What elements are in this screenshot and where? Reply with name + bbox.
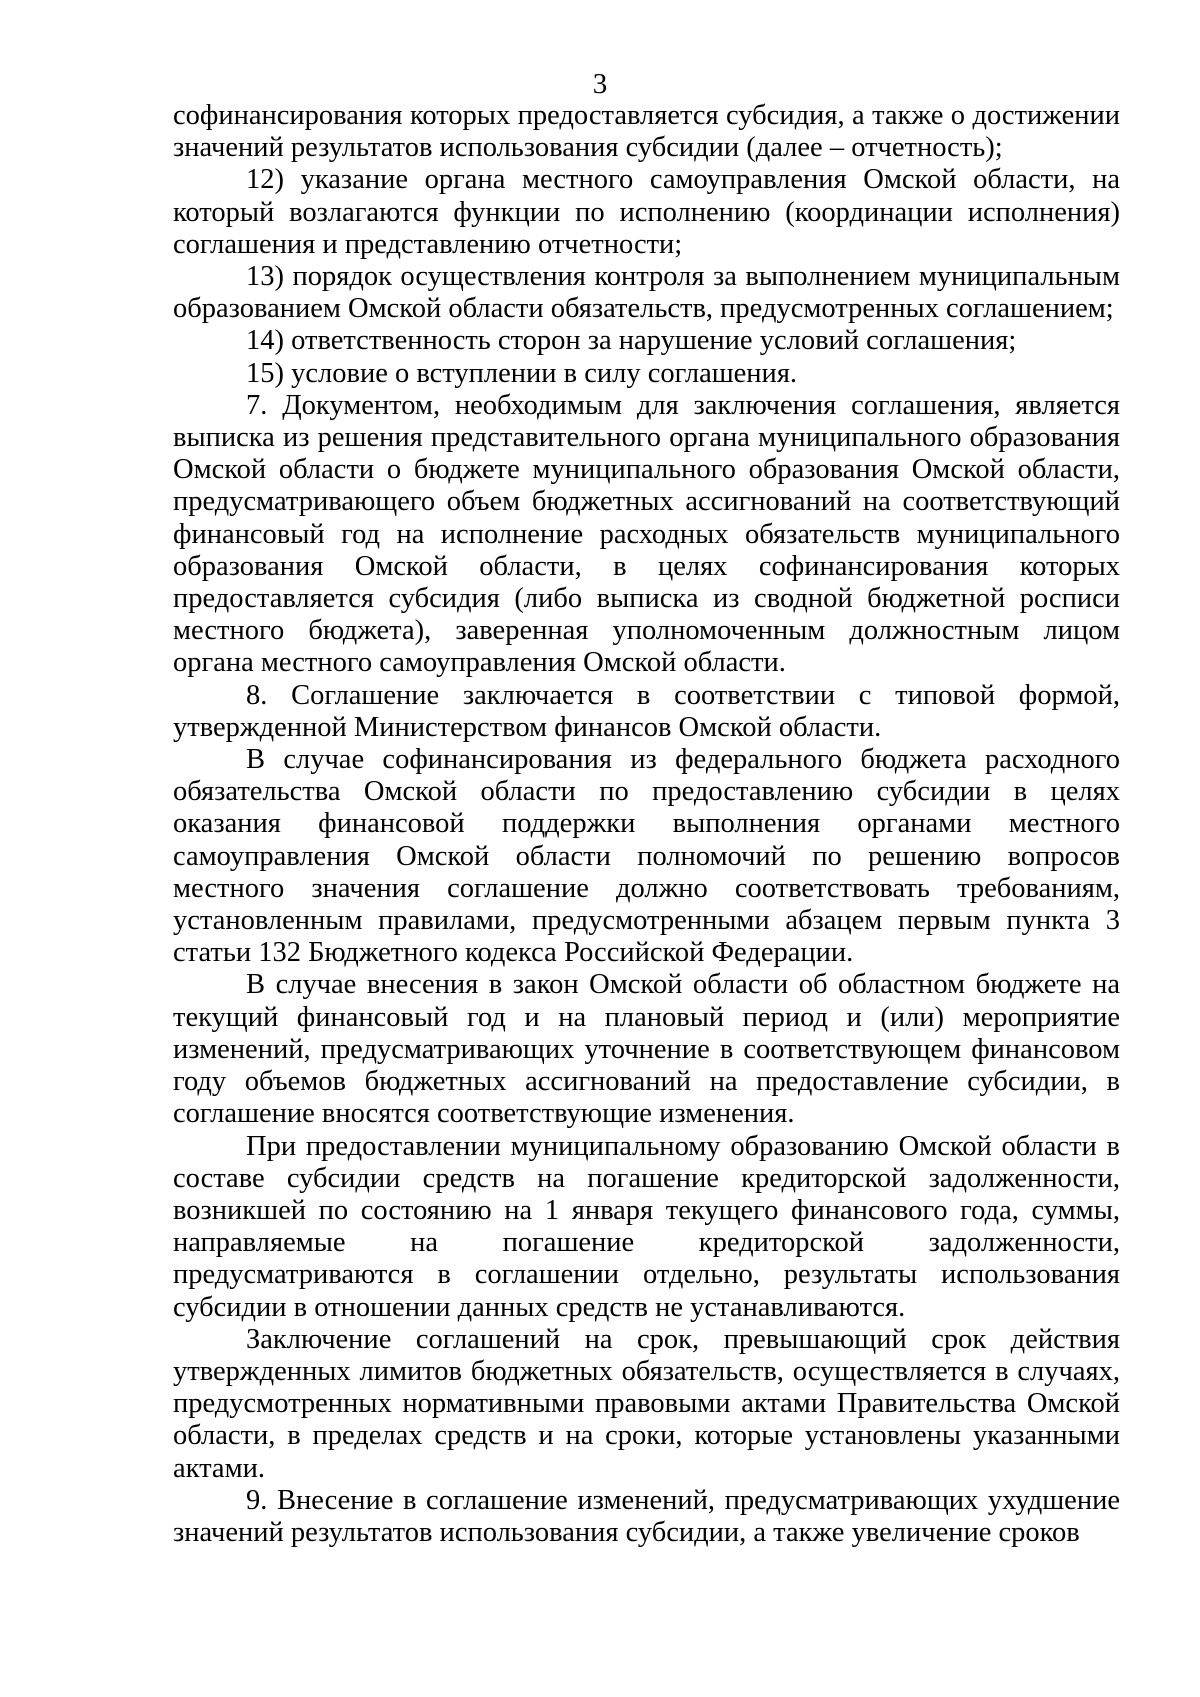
paragraph-clause-8: 8. Соглашение заключается в соответствии с типовой формой, утвержденной Министерством финансов Омской области. xyxy=(173,679,1120,743)
paragraph-clause-7: 7. Документом, необходимым для заключения соглашения, является выписка из решения представительного органа муниципального образования Омской области о бюджете муниципального образования Омской области, предусматривающего объем бюджетных ассигнований на соответствующий финансовый год на исполнение расходных обязательств муниципального образования Омской области, в целях софинансирования которых предоставляется субсидия (либо выписка из сводной бюджетной росписи местного бюджета), заверенная уполномоченным должностным лицом органа местного самоуправления Омской области. xyxy=(173,389,1120,679)
paragraph-agreement-term: Заключение соглашений на срок, превышающий срок действия утвержденных лимитов бюджетных обязательств, осуществляется в случаях, предусмотренных нормативными правовыми актами Правительства Омской области, в пределах средств и на сроки, которые установлены указанными актами. xyxy=(173,1323,1120,1484)
paragraph-item-15: 15) условие о вступлении в силу соглашения. xyxy=(246,357,798,389)
paragraph-budget-amendments: В случае внесения в закон Омской области об областном бюджете на текущий финансовый год и на плановый период и (или) мероприятие изменений, предусматривающих уточнение в соответствующем финансовом году объемов бюджетных ассигнований на предоставление субсидии, в соглашение вносятся соответствующие изменения. xyxy=(173,969,1120,1130)
page-number: 3 xyxy=(592,68,608,100)
paragraph-clause-9: 9. Внесение в соглашение изменений, предусматривающих ухудшение значений результатов использования субсидии, а также увеличение сроков xyxy=(173,1484,1120,1548)
paragraph-creditor-debt: При предоставлении муниципальному образованию Омской области в составе субсидии средств на погашение кредиторской задолженности, возникшей по состоянию на 1 января текущего финансового года, суммы, направляемые на погашение кредиторской задолженности, предусматриваются в соглашении отдельно, результаты использования субсидии в отношении данных средств не устанавливаются. xyxy=(173,1130,1120,1323)
paragraph-item-14: 14) ответственность сторон за нарушение условий соглашения; xyxy=(246,325,1017,357)
document-body xyxy=(173,100,1120,1549)
paragraph-item-13: 13) порядок осуществления контроля за выполнением муниципальным образованием Омской области обязательств, предусмотренных соглашением; xyxy=(173,261,1120,325)
paragraph-continuation: софинансирования которых предоставляется субсидия, а также о достижении значений результатов использования субсидии (далее – отчетность); xyxy=(173,100,1120,164)
paragraph-item-12: 12) указание органа местного самоуправления Омской области, на который возлагаются функции по исполнению (координации исполнения) соглашения и представлению отчетности; xyxy=(173,164,1120,260)
paragraph-federal-cofinancing: В случае софинансирования из федерального бюджета расходного обязательства Омской области по предоставлению субсидии в целях оказания финансовой поддержки выполнения органами местного самоуправления Омской области полномочий по решению вопросов местного значения соглашение должно соответствовать требованиям, установленным правилами, предусмотренными абзацем первым пункта 3 статьи 132 Бюджетного кодекса Российской Федерации. xyxy=(173,744,1120,969)
